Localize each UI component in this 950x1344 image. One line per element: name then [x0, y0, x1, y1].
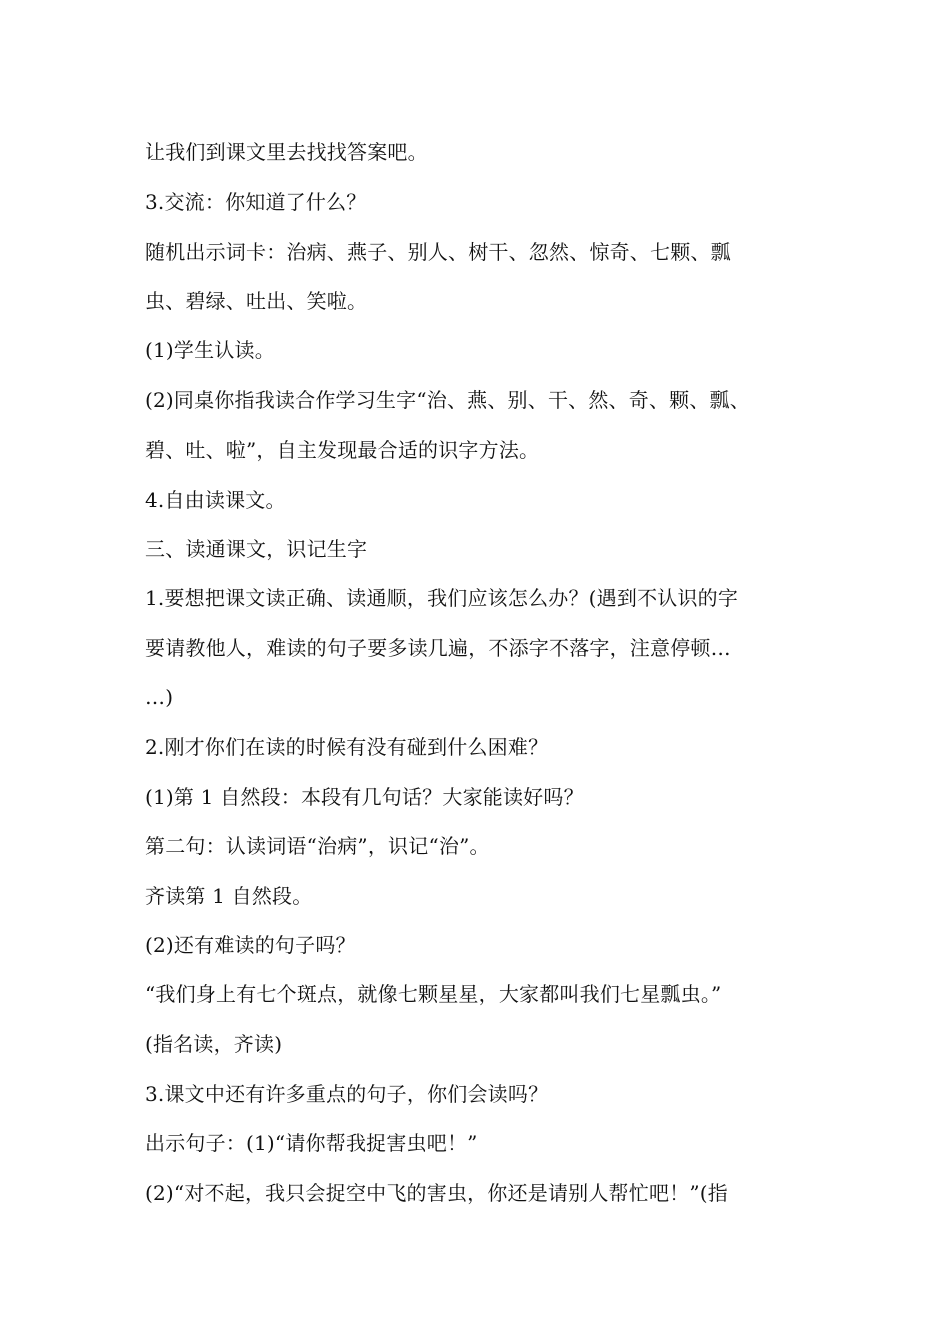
- text-line: 3.交流：你知道了什么？: [145, 190, 367, 214]
- text-line: 虫、碧绿、吐出、笑啦。: [145, 289, 368, 313]
- text-line: 齐读第 1 自然段。: [145, 884, 313, 908]
- text-line: “我们身上有七个斑点，就像七颗星星，大家都叫我们七星瓢虫。”: [145, 982, 722, 1006]
- text-line: 随机出示词卡：治病、燕子、别人、树干、忽然、惊奇、七颗、瓢: [145, 240, 731, 264]
- text-line: 3.课文中还有许多重点的句子，你们会读吗？: [145, 1082, 549, 1106]
- text-line: (2)还有难读的句子吗？: [145, 933, 356, 957]
- text-line: (1)学生认读。: [145, 338, 275, 362]
- text-line: (2)“对不起，我只会捉空中飞的害虫，你还是请别人帮忙吧！”(指: [145, 1181, 728, 1205]
- text-line: (1)第 1 自然段：本段有几句话？大家能读好吗？: [145, 785, 584, 809]
- text-line: 2.刚才你们在读的时候有没有碰到什么困难？: [145, 735, 549, 759]
- text-line: 4.自由读课文。: [145, 488, 286, 512]
- text-line: 让我们到课文里去找找答案吧。: [145, 140, 428, 164]
- text-line: 1.要想把课文读正确、读通顺，我们应该怎么办？(遇到不认识的字: [145, 586, 739, 610]
- text-line: 出示句子：(1)“请你帮我捉害虫吧！”: [145, 1131, 478, 1155]
- text-line: 碧、吐、啦”，自主发现最合适的识字方法。: [145, 438, 540, 462]
- text-line: (2)同桌你指我读合作学习生字“治、燕、别、干、然、奇、颗、瓢、: [145, 388, 750, 412]
- text-line: (指名读，齐读): [145, 1032, 283, 1056]
- text-line: 要请教他人，难读的句子要多读几遍，不添字不落字，注意停顿…: [145, 636, 731, 660]
- text-line: 第二句：认读词语“治病”，识记“治”。: [145, 834, 490, 858]
- text-line: …): [145, 685, 174, 709]
- section-heading: 三、读通课文，识记生字: [145, 537, 368, 561]
